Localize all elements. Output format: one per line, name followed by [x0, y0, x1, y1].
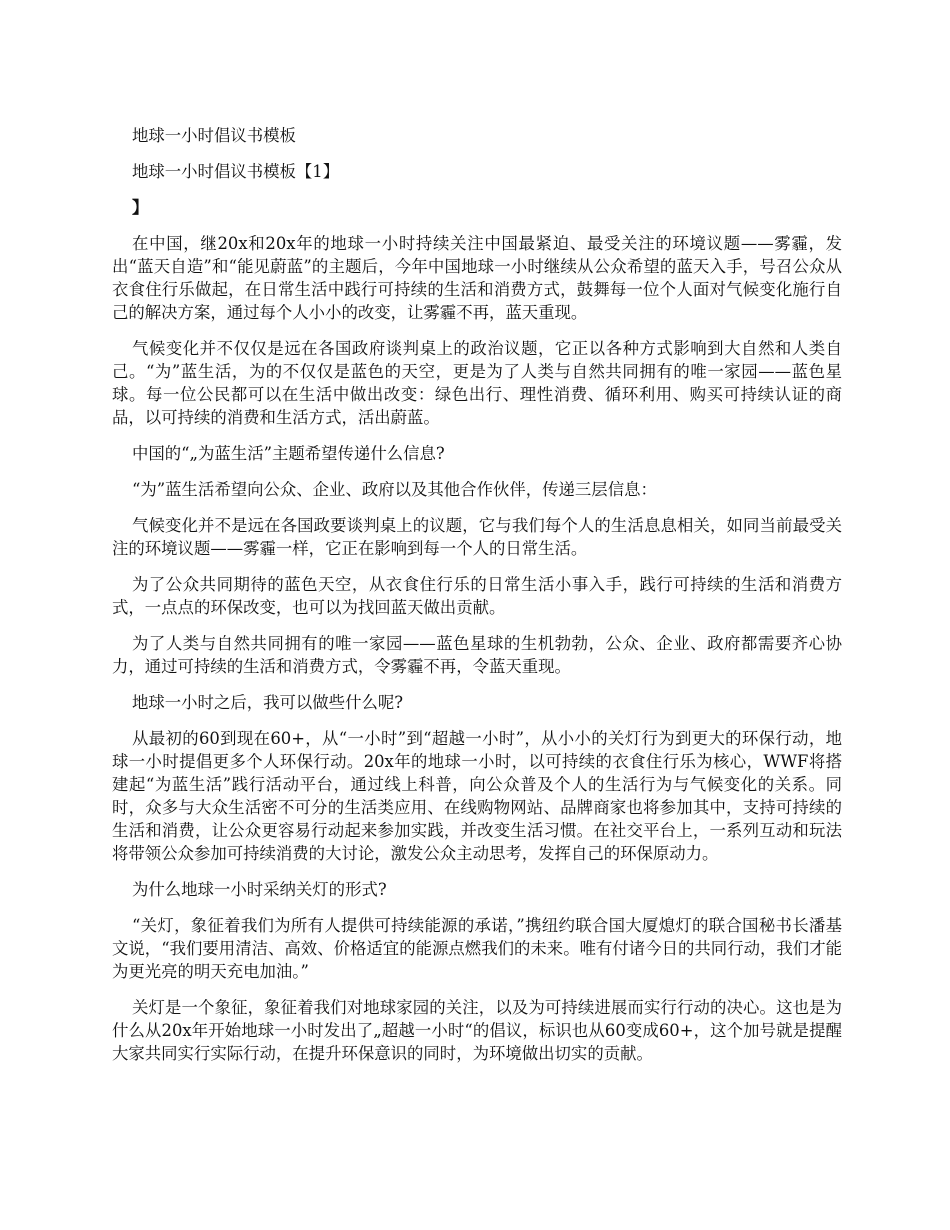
document-page — [112, 124, 842, 1078]
question-theme: 中国的“„为蓝生活”主题希望传递什么信息? — [132, 444, 445, 463]
document-title: 地球一小时倡议书模板 — [132, 126, 296, 145]
document-subtitle: 地球一小时倡议书模板【1】 — [132, 162, 340, 181]
question-why-lights: 为什么地球一小时采纳关灯的形式? — [132, 880, 387, 899]
paragraph-actions: 从最初的60到现在60+，从“一小时”到“超越一小时”，从小小的关灯行为到更大的环保行动，地球一小时提倡更多个人环保行动。20x年的地球一小时，以可持续的衣食住行乐为核心，WWF将搭建起“为蓝生活”践行活动平台，通过线上科普，向公众普及个人的生活行为与气候变化的关系。同时，众多与大众生活密不可分的生活类应用、在线购物网站、品牌商家也将参加其中，支持可持续的生活和消费，让公众更容易行动起来参加实践，并改变生活习惯。在社交平台上，一系列互动和玩法将带领公众参加可持续消费的大讨论，激发公众主动思考，发挥自己的环保原动力。 — [112, 729, 842, 863]
paragraph-quote: “关灯，象征着我们为所有人提供可持续能源的承诺，”携纽约联合国大厦熄灯的联合国秘书长潘基文说，“我们要用清洁、高效、价格适宜的能源点燃我们的未来。唯有付诸今日的共同行动，我们才能为更光亮的明天充电加油。” — [112, 916, 842, 981]
paragraph-intro: 在中国，继20x和20x年的地球一小时持续关注中国最紧迫、最受关注的环境议题——雾霾，发出“蓝天自造”和“能见蔚蓝”的主题后，今年中国地球一小时继续从公众希望的蓝天入手，号召公众从衣食住行乐做起，在日常生活中践行可持续的生活和消费方式，鼓舞每一位个人面对气候变化施行自己的解决方案，通过每个人小小的改变，让雾霾不再，蓝天重现。 — [112, 234, 842, 322]
paragraph-symbol: 关灯是一个象征，象征着我们对地球家园的关注，以及为可持续进展而实行行动的决心。这也是为什么从20x年开始地球一小时发出了„超越一小时“的倡议，标识也从60变成60+，这个加号就是提醒大家共同实行实际行动，在提升环保意识的同时，为环境做出切实的贡献。 — [112, 998, 842, 1063]
stray-bracket: 】 — [132, 198, 149, 217]
paragraph-message-1: 气候变化并不是远在各国政要谈判桌上的议题，它与我们每个人的生活息息相关，如同当前最受关注的环境议题——雾霾一样，它正在影响到每一个人的日常生活。 — [112, 516, 842, 558]
paragraph-message-3: 为了人类与自然共同拥有的唯一家园——蓝色星球的生机勃勃，公众、企业、政府都需要齐心协力，通过可持续的生活和消费方式，令雾霾不再，令蓝天重现。 — [112, 634, 842, 676]
paragraph-message-2: 为了公众共同期待的蓝色天空，从衣食住行乐的日常生活小事入手，践行可持续的生活和消费方式，一点点的环保改变，也可以为找回蓝天做出贡献。 — [112, 575, 842, 617]
question-after: 地球一小时之后，我可以做些什么呢? — [132, 693, 404, 712]
paragraph-three-messages: “为”蓝生活希望向公众、企业、政府以及其他合作伙伴，传递三层信息： — [132, 480, 657, 499]
paragraph-climate: 气候变化并不仅仅是远在各国政府谈判桌上的政治议题，它正以各种方式影响到大自然和人类自己。“为”蓝生活，为的不仅仅是蓝色的天空，更是为了人类与自然共同拥有的唯一家园——蓝色星球。每一位公民都可以在生活中做出改变：绿色出行、理性消费、循环利用、购买可持续认证的商品，以可持续的消费和生活方式，活出蔚蓝。 — [112, 339, 842, 427]
